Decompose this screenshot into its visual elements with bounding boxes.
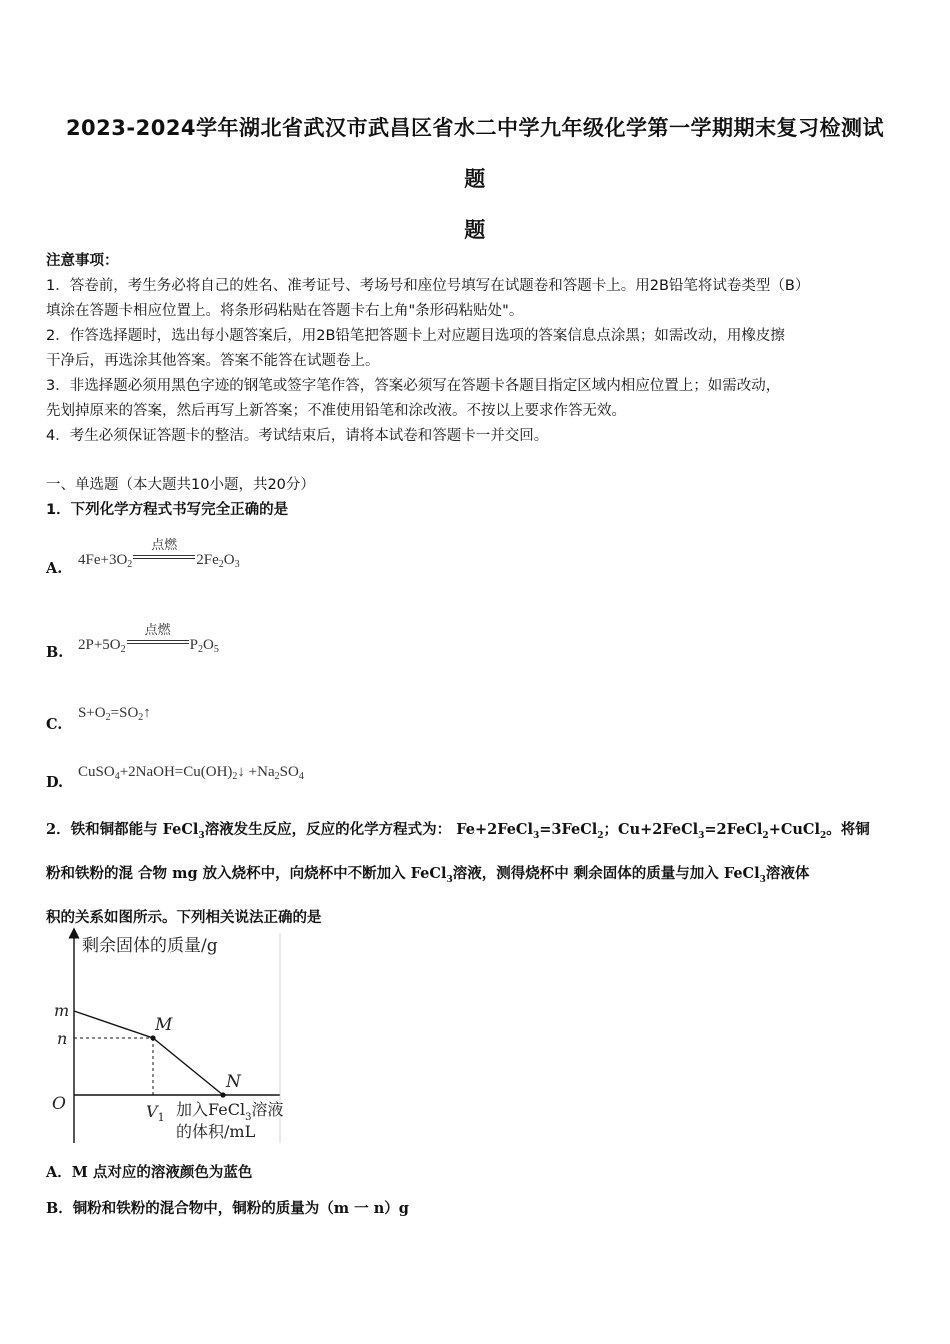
- option-c-letter: C.: [46, 716, 63, 733]
- data-line: [74, 1011, 223, 1095]
- question-2-option-b: B．铜粉和铁粉的混合物中，铜粉的质量为（m 一 n）g: [46, 1200, 409, 1217]
- x-axis-label-line2: 的体积/mL: [176, 1122, 256, 1141]
- point-n: [220, 1092, 225, 1097]
- notice-block: [46, 249, 906, 449]
- page-title-line1: 2023-2024学年湖北省武汉市武昌区省水二中学九年级化学第一学期期末复习检测试: [65, 116, 885, 140]
- y-axis-label: 剩余固体的质量/g: [82, 936, 218, 956]
- x-axis-label-line1: 加入FeCl$_3$溶液: [176, 1100, 284, 1123]
- page-title-line3: 题: [464, 218, 486, 242]
- notice-item: 3．非选择题必须用黑色字迹的钢笔或签字笔作答，答案必须写在答题卡各题目指定区域内相应位置上；如需改动，: [46, 378, 781, 394]
- point-m-label: M: [155, 1015, 173, 1035]
- notice-item: 干净后，再选涂其他答案。答案不能答在试题卷上。: [46, 353, 380, 369]
- notice-heading: 注意事项：: [46, 253, 119, 269]
- origin-label: O: [52, 1094, 66, 1114]
- question-2-stem: [46, 811, 906, 936]
- option-d-formula: $CuSO_4+2NaOH=Cu(OH)_2↓ +Na_2SO_4$: [78, 764, 304, 782]
- question-2-line1: 2．铁和铜都能与 FeCl$_3$溶液发生反应，反应的化学方程式为： Fe+2FeCl$_3$=3FeCl$_2$；Cu+2FeCl$_3$=2FeCl$_2$+CuCl$_2$。将铜: [46, 821, 870, 841]
- notice-item: 先划掉原来的答案，然后再写上新答案；不准使用铅笔和涂改液。不按以上要求作答无效。: [46, 403, 626, 419]
- notice-item: 4．考生必须保证答题卡的整洁。考试结束后，请将本试卷和答题卡一并交回。: [46, 428, 549, 444]
- notice-item: 2．作答选择题时，选出每小题答案后，用2B铅笔把答题卡上对应题目选项的答案信息点涂黑；如需改动，用橡皮擦: [46, 328, 785, 344]
- point-m: [150, 1035, 155, 1040]
- option-d-letter: D.: [46, 774, 64, 791]
- option-a-letter: A.: [46, 560, 63, 577]
- y-tick-n: n: [57, 1029, 68, 1048]
- option-a-formula: $4Fe+3O_2$ 点燃 $2Fe_2O_3$: [78, 538, 240, 570]
- notice-item: 1．答卷前，考生务必将自己的姓名、准考证号、考场号和座位号填写在试题卷和答题卡上。用2B铅笔将试卷类型（B）: [46, 278, 810, 294]
- x-tick-v1: $V_1$: [146, 1102, 165, 1124]
- option-b-formula: $2P+5O_2$ 点燃 $P_2O_5$: [78, 623, 219, 655]
- point-n-label: N: [226, 1072, 241, 1092]
- mass-volume-chart: [40, 925, 330, 1150]
- section-heading: 一、单选题（本大题共10小题，共20分）: [46, 477, 315, 493]
- question-1-stem: 1．下列化学方程式书写完全正确的是: [46, 502, 289, 518]
- option-b-letter: B.: [46, 644, 64, 661]
- option-c-formula: $S+O_2=SO_2↑$: [78, 705, 151, 723]
- page-title-line2: 题: [464, 167, 486, 191]
- notice-item: 填涂在答题卡相应位置上。将条形码粘贴在答题卡右上角"条形码粘贴处"。: [46, 303, 524, 319]
- question-2-line2: 粉和铁粉的混 合物 mg 放入烧杯中，向烧杯中不断加入 FeCl$_3$溶液，测得烧杯中 剩余固体的质量与加入 FeCl$_3$溶液体: [46, 864, 810, 885]
- y-tick-m: m: [54, 1001, 70, 1020]
- question-2-option-a: A．M 点对应的溶液颜色为蓝色: [46, 1164, 253, 1181]
- question-2-line3: 积的关系如图所示。下列相关说法正确的是: [46, 908, 322, 926]
